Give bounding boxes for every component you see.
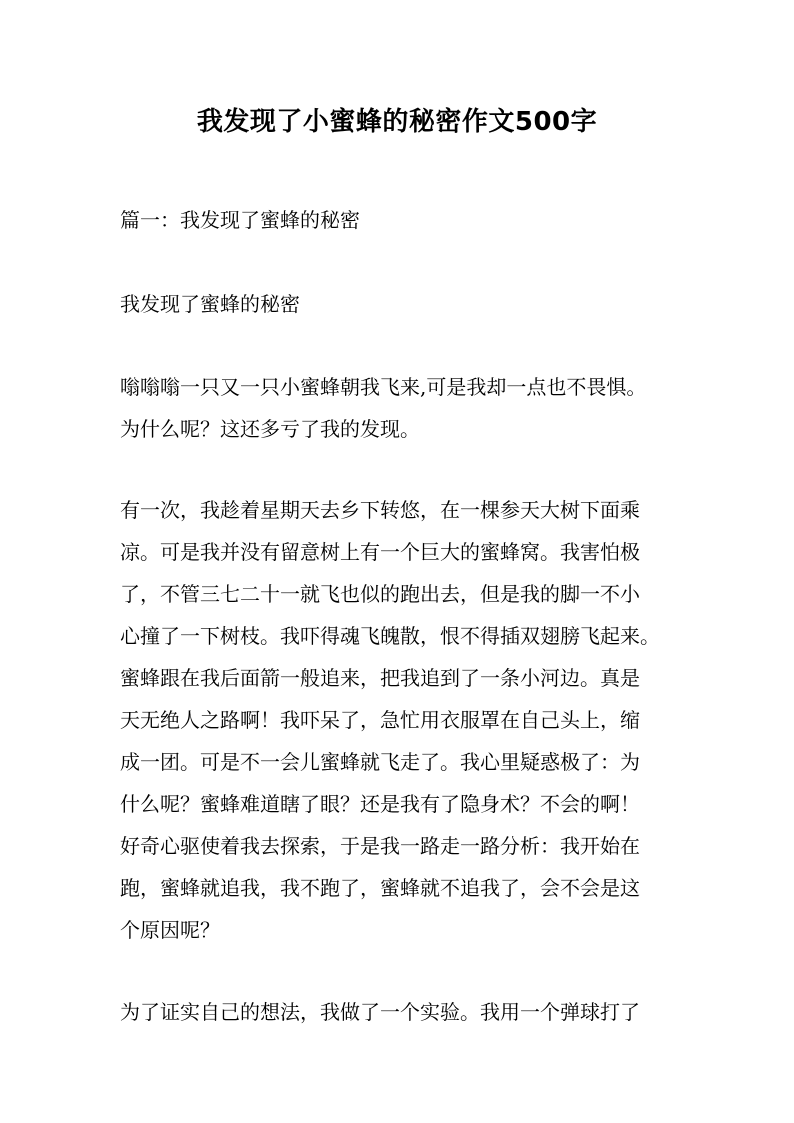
paragraph-line: 为了证实自己的想法，我做了一个实验。我用一个弹球打了 [120,1000,640,1024]
paragraph-1 [120,366,680,450]
paragraph-line: 什么呢？蜜蜂难道瞎了眼？还是我有了隐身术？不会的啊！ [120,792,640,816]
paragraph-2 [120,489,680,951]
section-heading [120,199,680,241]
paragraph-line: 个原因呢？ [120,918,220,942]
paragraph-line: 天无绝人之路啊！我吓呆了，急忙用衣服罩在自己头上，缩 [120,708,640,732]
paragraph-line: 凉。可是我并没有留意树上有一个巨大的蜜蜂窝。我害怕极 [120,540,640,564]
paragraph-line: 了，不管三七二十一就飞也似的跑出去，但是我的脚一不小 [120,582,640,606]
section-subheading [120,283,680,325]
paragraph-line: 蜜蜂跟在我后面箭一般追来，把我追到了一条小河边。真是 [120,666,640,690]
paragraph-line: 好奇心驱使着我去探索，于是我一路走一路分析：我开始在 [120,834,640,858]
paragraph-line: 有一次，我趁着星期天去乡下转悠，在一棵参天大树下面乘 [120,498,640,522]
paragraph-line: 嗡嗡嗡一只又一只小蜜蜂朝我飞来,可是我却一点也不畏惧。 [120,375,647,399]
paragraph-3 [120,991,680,1033]
paragraph-line: 成一团。可是不一会儿蜜蜂就飞走了。我心里疑惑极了：为 [120,750,640,774]
subheading-line: 我发现了蜜蜂的秘密 [120,292,300,316]
document-title: 我发现了小蜜蜂的秘密作文500字 [196,107,598,137]
paragraph-line: 为什么呢？这还多亏了我的发现。 [120,417,420,441]
paragraph-line: 心撞了一下树枝。我吓得魂飞魄散，恨不得插双翅膀飞起来。 [120,624,660,648]
heading-line: 篇一：我发现了蜜蜂的秘密 [120,208,360,232]
paragraph-line: 跑，蜜蜂就追我，我不跑了，蜜蜂就不追我了，会不会是这 [120,876,640,900]
